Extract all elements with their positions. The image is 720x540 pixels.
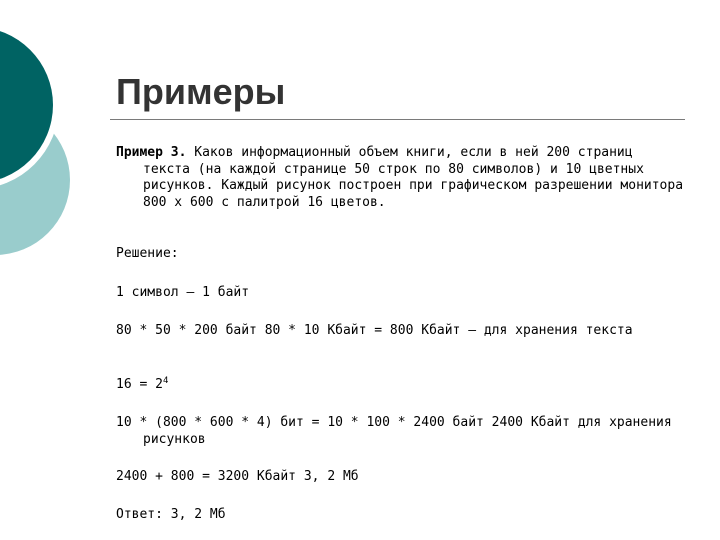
solution-label-text: Решение: [116, 246, 179, 261]
slide-title: Примеры [116, 71, 286, 112]
answer-text: Ответ: 3, 2 Мб [116, 507, 226, 522]
problem-label: Пример 3. [116, 145, 187, 160]
step-3-base: 16 = 2 [116, 377, 163, 392]
problem-statement [116, 145, 686, 211]
problem-text: Каков информационный объем книги, если в ней 200 страниц текста (на каждой странице 50 строк по 80 символов) и 10 цветных рисунков. Каждый рисунок построен при графическом разрешении монитора 800 х 600 с палитрой 16 цветов. [143, 145, 684, 210]
title-divider [110, 119, 685, 120]
step-3-exponent: 4 [162, 376, 169, 386]
step-1 [116, 285, 686, 302]
step-2-text: 80 * 50 * 200 байт 80 * 10 Кбайт = 800 Кбайт – для хранения текста [116, 323, 633, 338]
solution-label [116, 246, 686, 263]
step-4-text: 10 * (800 * 600 * 4) бит = 10 * 100 * 2400 байт 2400 Кбайт для хранения рисунков [116, 415, 672, 447]
answer [116, 507, 686, 524]
step-2 [116, 323, 686, 340]
step-3 [116, 377, 686, 394]
decorative-circles [0, 0, 120, 290]
step-4 [116, 415, 686, 448]
step-1-text: 1 символ – 1 байт [116, 285, 250, 300]
step-5 [116, 469, 686, 486]
step-5-text: 2400 + 800 = 3200 Кбайт 3, 2 Мб [116, 469, 359, 484]
